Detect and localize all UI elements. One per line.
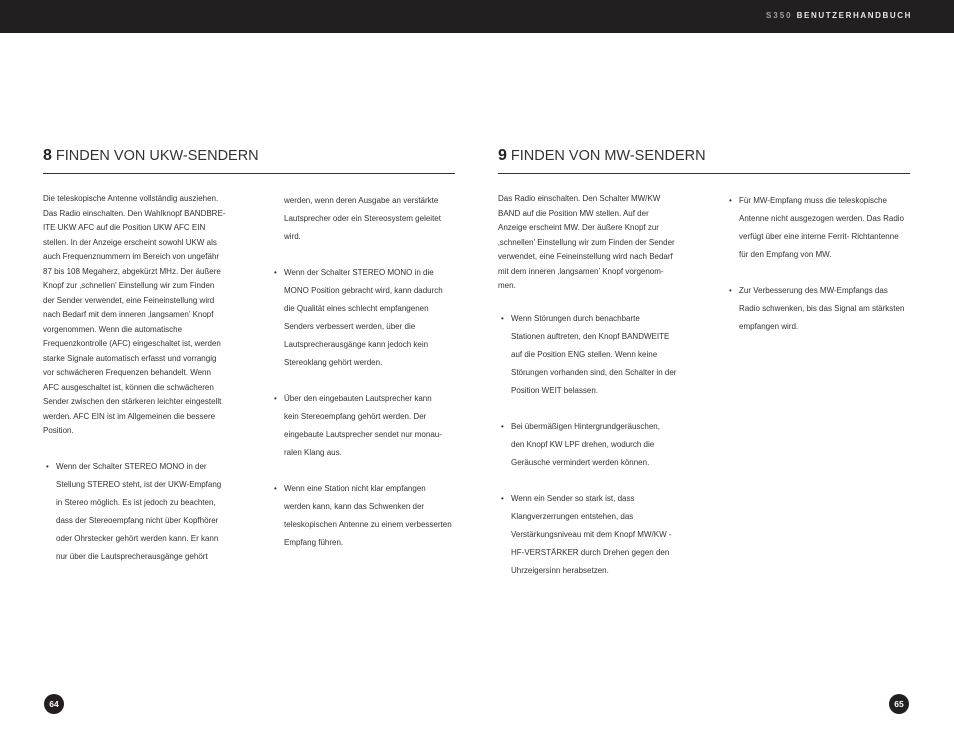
line-text: Anzeige erscheint MW. Der äußere Knopf zur [498,223,659,232]
text-line [43,352,243,367]
bullet-icon: • [729,286,732,295]
line-text: Radio schwenken, bis das Signal am stärksten [739,304,905,313]
text-line [43,279,243,294]
text-line [56,494,243,512]
text-line [501,310,698,328]
bullet-item [729,192,919,264]
text-line [56,530,243,548]
column-4 [729,192,919,336]
running-header [766,11,912,20]
text-line [511,346,698,364]
line-text: Antenne nicht ausgezogen werden. Das Radio [739,214,904,223]
line-text: Wenn Störungen durch benachbarte [511,313,640,323]
text-line [284,300,464,318]
text-line [274,480,464,498]
line-text: werden. AFC EIN ist im Allgemeinen die bessere [43,411,216,421]
line-text: Das Radio einschalten. Den Wahlknopf BANDBRE- [43,208,226,218]
line-text: Uhrzeigersinn herabsetzen. [511,565,609,575]
text-line [498,250,698,265]
line-text: Wenn der Schalter STEREO MONO in der [56,461,207,471]
bullet-icon: • [274,268,277,277]
section-heading-ukw [43,147,455,174]
bullet-item [501,490,698,580]
bullet-item [729,282,919,336]
line-text: Position WEIT belassen. [511,385,599,395]
line-text: nur über die Lautsprecherausgänge gehört [56,551,208,561]
line-text: Frequenzkontrolle (AFC) eingeschaltet ist, werden [43,339,221,348]
bullet-icon: • [729,196,732,205]
continued-paragraph [284,192,464,246]
text-line [729,282,919,300]
line-text: in Stereo möglich. Es ist jedoch zu beachten, [56,497,216,507]
bullet-icon: • [274,394,277,403]
text-line [498,236,698,251]
section-title: FINDEN VON MW-SENDERN [510,148,706,164]
text-line [284,336,464,354]
text-line [284,426,464,444]
text-line [284,498,464,516]
text-line [284,408,464,426]
text-line [56,512,243,530]
line-text: Störungen vorhanden sind, den Schalter in der [511,367,677,377]
text-line [274,264,464,282]
line-text: Geräusche vermindert werden können. [511,457,650,467]
line-text: Die teleskopische Antenne vollständig ausziehen. [43,194,219,203]
line-text: Empfang führen. [284,538,344,547]
text-line [511,508,698,526]
line-text: Stationen auftreten, den Knopf BANDWEITE [511,331,670,341]
text-line [43,323,243,338]
text-line [284,282,464,300]
text-line [739,300,919,318]
text-line [284,192,464,210]
line-text: Klangverzerrungen entstehen, das [511,511,634,521]
text-line [274,390,464,408]
text-line [739,210,919,228]
text-line [511,436,698,454]
line-text: Stellung STEREO steht, ist der UKW-Empfang [56,479,222,489]
bullet-item [501,310,698,400]
text-line [43,410,243,425]
line-text: ‚schnellen’ Einstellung wir zum Finden der Sender [498,237,675,247]
line-text: Wenn eine Station nicht klar empfangen [284,484,426,493]
text-line [43,236,243,251]
line-text: Lautsprecherausgänge kann jedoch kein [284,340,429,349]
intro-paragraph [498,192,698,294]
line-text: starke Signale automatisch erfasst und vorrangig [43,353,217,363]
line-text: oder Ohrstecker gehört werden kann. Er kann [56,533,219,543]
line-text: Verstärkungsniveau mit dem Knopf MW/KW - [511,529,672,539]
bullet-icon: • [501,421,504,431]
line-text: Lautsprecher oder ein Stereosystem geleitet [284,214,441,223]
line-text: MONO Position gebracht wird, kann dadurch [284,286,443,295]
model-name: S350 [765,11,793,20]
bullet-icon: • [46,461,49,471]
line-text: men. [498,281,516,290]
text-line [511,382,698,400]
column-3 [498,192,698,580]
line-text: HF-VERSTÄRKER durch Drehen gegen den [511,547,670,557]
line-text: BAND auf die Position MW stellen. Auf der [498,208,649,218]
line-text: Das Radio einschalten. Den Schalter MW/KW [498,194,661,203]
line-text: vorgenommen. Wenn die automatische [43,324,183,334]
text-line [43,308,243,323]
line-text: auch Frequenznummern im Bereich von ungefähr [43,252,220,261]
text-line [511,544,698,562]
line-text: Über den eingebauten Lautsprecher kann [284,394,432,403]
section-title: FINDEN VON UKW-SENDERN [55,148,259,164]
text-line [43,207,243,222]
text-line [43,395,243,410]
line-text: wird. [284,232,301,241]
line-text: der Sender verwendet, eine Feineinstellung wird [43,295,215,305]
text-line [511,562,698,580]
line-text: dass der Stereoempfang nicht über Kopfhörer [56,515,219,525]
line-text: mit dem inneren ‚langsamen’ Knopf vorgenom- [498,266,664,276]
bullet-item [274,390,464,462]
text-line [511,526,698,544]
line-text: werden kann, kann das Schwenken der [284,502,425,511]
bullet-icon: • [274,484,277,493]
line-text: Zur Verbesserung des MW-Empfangs das [739,286,888,295]
intro-paragraph [43,192,243,439]
text-line [284,444,464,462]
line-text: für den Empfang von MW. [739,250,832,259]
line-text: Stereoklang gehört werden. [284,358,383,367]
text-line [739,318,919,336]
text-line [739,228,919,246]
line-text: stellen. In der Anzeige erscheint sowohl UKW als [43,237,217,247]
text-line [284,534,464,552]
text-line [43,294,243,309]
line-text: werden, wenn deren Ausgabe an verstärkte [284,196,439,205]
line-text: Senders verbessert werden, über die [284,322,416,331]
text-line [43,192,243,207]
text-line [739,246,919,264]
line-text: 87 bis 108 Megaherz, abgekürzt MHz. Der äußere [43,266,221,276]
line-text: ITE UKW AFC auf die Position UKW AFC EIN [43,223,206,232]
line-text: AFC ausgeschaltet ist, können die schwächeren [43,382,214,392]
text-line [284,318,464,336]
line-text: Wenn der Schalter STEREO MONO in die [284,268,434,277]
text-line [498,265,698,280]
line-text: nach Bedarf mit dem inneren ‚langsamen’ Knopf [43,310,214,319]
column-2 [274,192,464,552]
text-line [511,454,698,472]
bullet-item [274,264,464,372]
bullet-icon: • [501,313,504,323]
bullet-icon: • [501,493,504,503]
line-text: Sender zwischen den stärkeren leichter eingestellt [43,397,222,406]
line-text: empfangen wird. [739,322,799,331]
section-number: 8 [43,147,52,164]
text-line [511,364,698,382]
line-text: eingebaute Lautsprecher sendet nur monau- [284,430,442,439]
line-text: verwendet, eine Feineinstellung wird nach Bedarf [498,252,673,261]
line-text: kein Stereoempfang gehört werden. Der [284,412,427,421]
line-text: Position. [43,426,74,435]
text-line [498,192,698,207]
line-text: Bei übermäßigen Hintergrundgeräuschen, [511,421,660,431]
text-line [43,337,243,352]
column-1 [43,192,243,566]
page-number-left: 64 [44,694,64,714]
text-line [56,476,243,494]
text-line [46,458,243,476]
text-line [43,424,243,439]
text-line [284,354,464,372]
text-line [43,265,243,280]
line-text: teleskopischen Antenne zu einem verbesserten [284,520,452,529]
running-header-bar [0,0,954,33]
text-line [43,221,243,236]
line-text: ralen Klang aus. [284,448,342,457]
text-line [43,381,243,396]
text-line [56,548,243,566]
text-line [498,221,698,236]
text-line [498,207,698,222]
line-text: vor schwächeren Frequenzen behandelt. Wenn [43,368,211,377]
page-number-right: 65 [889,694,909,714]
section-heading-mw [498,147,910,174]
text-line [43,366,243,381]
text-line [284,210,464,228]
bullet-item [46,458,243,566]
text-line [511,328,698,346]
bullet-item [274,480,464,552]
section-number: 9 [498,147,507,164]
text-line [43,250,243,265]
line-text: auf die Position ENG stellen. Wenn keine [511,349,658,359]
text-line [501,418,698,436]
line-text: den Knopf KW LPF drehen, wodurch die [511,439,655,449]
text-line [498,279,698,294]
text-line [501,490,698,508]
line-text: Knopf zur ‚schnellen’ Einstellung wir zum Finden [43,281,215,290]
bullet-item [501,418,698,472]
manual-title: BENUTZERHANDBUCH [796,11,912,20]
text-line [284,516,464,534]
line-text: die Qualität eines schlecht empfangenen [284,304,429,313]
line-text: verfügt über eine interne Ferrit- Richtantenne [739,232,899,241]
text-line [284,228,464,246]
text-line [729,192,919,210]
line-text: Wenn ein Sender so stark ist, dass [511,493,635,503]
line-text: Für MW-Empfang muss die teleskopische [739,196,887,205]
